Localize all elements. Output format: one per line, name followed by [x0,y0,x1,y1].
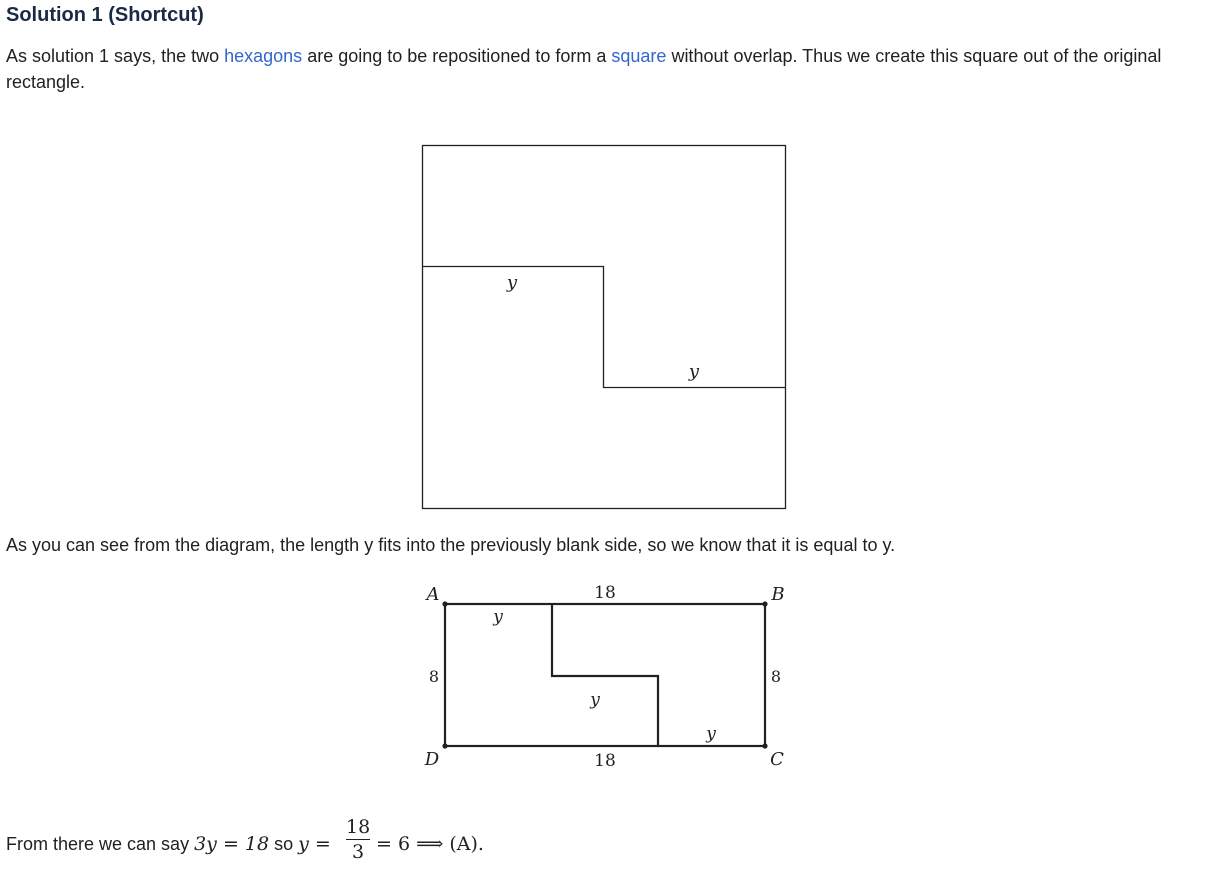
vertex-a-label: A [426,584,440,605]
top-length-label: 18 [594,583,616,603]
vertex-a-dot [442,601,447,606]
rect-label-y-middle: y [590,690,600,710]
answer-expression: = 6 ⟹ (A). [376,833,484,855]
intro-text-3: without overlap. Thus we create this square out of the original rectangle. [6,46,1162,92]
square-label-top-y: y [506,272,518,293]
equation-y-equals: y = [298,833,331,855]
vertex-b-label: B [771,584,785,605]
conclusion-text-2: so [269,834,299,854]
left-length-label: 8 [428,667,440,686]
square-label-right-y: y [688,361,700,382]
fraction-18-over-3 [346,816,370,863]
vertex-b-dot [762,601,767,606]
explanation-paragraph: As you can see from the diagram, the length y fits into the previously blank side, so we know that it is equal to y. [6,535,896,555]
fraction-numerator: 18 [346,816,371,838]
conclusion-paragraph [6,831,1196,857]
square-link[interactable]: square [611,46,667,66]
intro-text-2: are going to be repositioned to form a [302,46,612,66]
equation-3y-18: 3y = 18 [194,833,270,855]
fraction-denominator: 3 [351,841,365,863]
vertex-c-dot [762,743,767,748]
bottom-length-label: 18 [594,751,616,771]
solution-heading: Solution 1 (Shortcut) [6,4,204,26]
right-length-label: 8 [770,667,782,686]
fraction-bar [346,839,370,840]
hexagons-link[interactable]: hexagons [224,46,303,66]
rect-label-y-top: y [493,607,503,627]
intro-text-1: As solution 1 says, the two [6,46,225,66]
vertex-c-label: C [770,749,784,770]
rectangle-cut-line [552,604,658,746]
vertex-d-dot [442,743,447,748]
vertex-d-label: D [424,749,440,770]
rect-label-y-bottom: y [706,724,716,744]
conclusion-text-1: From there we can say [6,834,195,854]
